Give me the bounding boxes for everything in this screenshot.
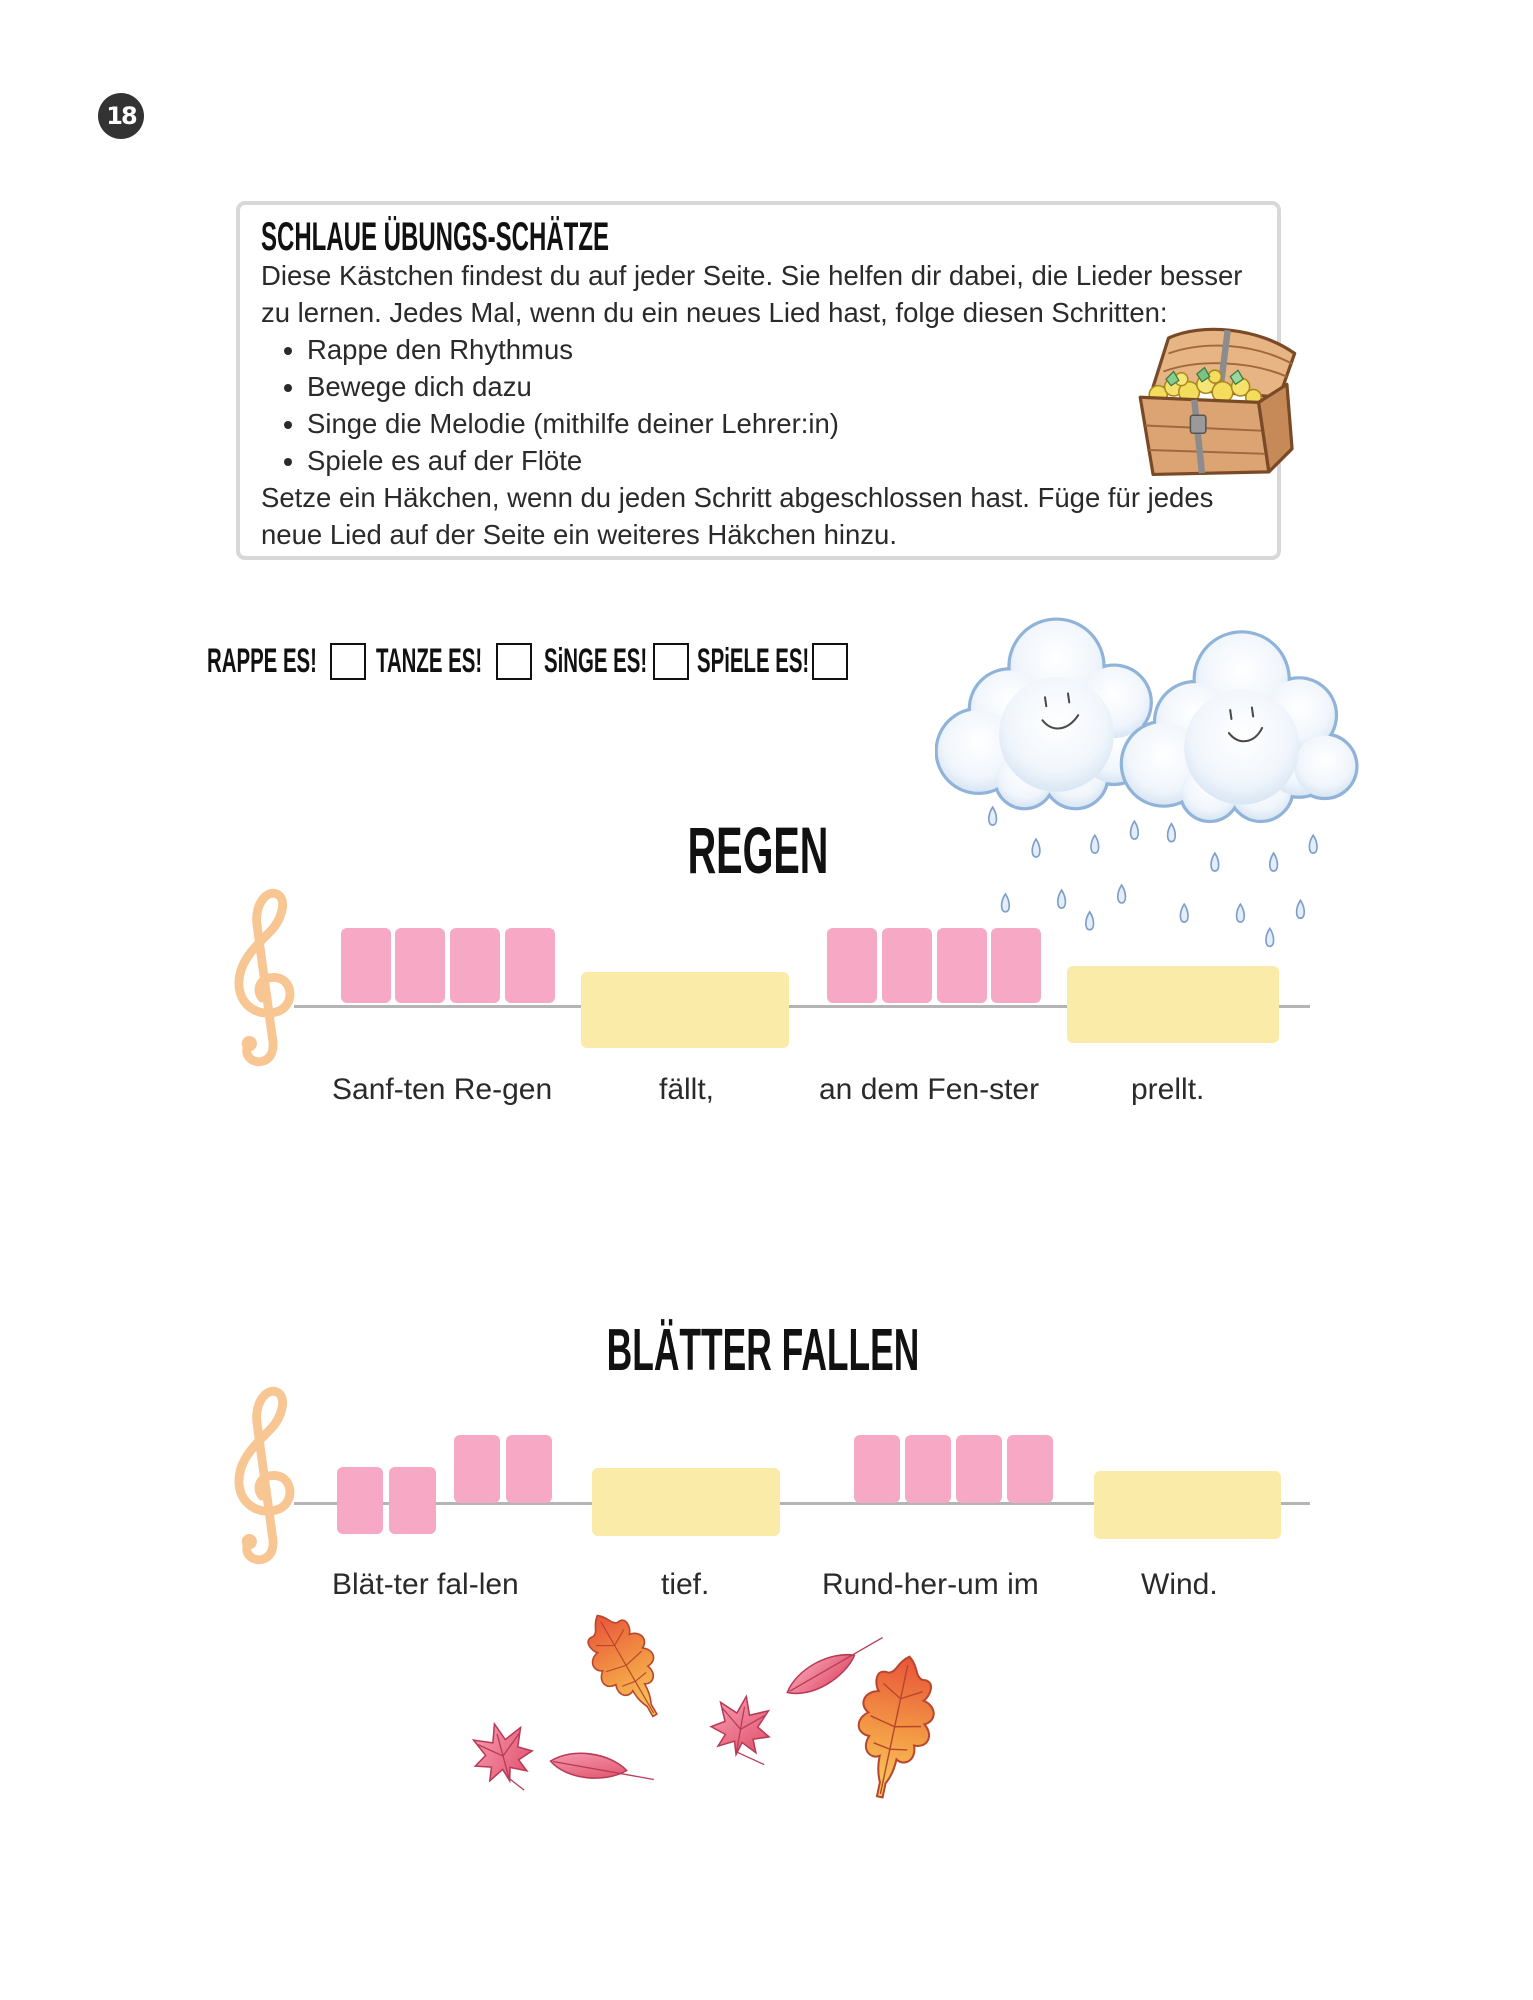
checkbox-tanze[interactable] xyxy=(496,643,532,680)
lyric-text: tief. xyxy=(661,1568,710,1601)
maple-leaf-left xyxy=(466,1716,541,1800)
checklist-label-tanze: TANZE ES! xyxy=(376,642,483,680)
lyric-text: Rund-her-um im xyxy=(822,1568,1039,1601)
steps-list xyxy=(261,331,1261,479)
treasure-chest-illustration xyxy=(1135,320,1305,477)
treble-clef-icon xyxy=(224,1384,300,1565)
rhythm-block-long xyxy=(1067,966,1279,1043)
step-item: • Singe die Melodie (mithilfe deiner Lehrer:in) xyxy=(307,405,1261,442)
lyric-text: fällt, xyxy=(659,1073,715,1106)
rhythm-block-short-high xyxy=(854,1435,900,1503)
step-item: • Bewege dich dazu xyxy=(307,368,1261,405)
treble-clef-icon xyxy=(224,886,300,1067)
step-item: • Spiele es auf der Flöte xyxy=(307,442,1261,479)
info-box xyxy=(236,201,1281,560)
maple-leaf-center xyxy=(706,1691,775,1764)
lyric-text: prellt. xyxy=(1131,1073,1205,1106)
rhythm-block-long xyxy=(1094,1471,1281,1539)
oak-leaf-top xyxy=(572,1604,679,1730)
raindrops xyxy=(989,807,1317,946)
checklist-label-rappe: RAPPE ES! xyxy=(207,642,317,680)
slim-leaf-left xyxy=(549,1749,656,1787)
rhythm-block-short-low xyxy=(337,1467,383,1534)
rhythm-block-short xyxy=(341,928,391,1003)
info-box-title: SCHLAUE ÜBUNGS-SCHÄTZE xyxy=(261,215,609,259)
rain-clouds-illustration xyxy=(935,613,1367,954)
checkbox-singe[interactable] xyxy=(653,643,689,680)
checklist-label-spiele: SPiELE ES! xyxy=(697,642,810,680)
rhythm-block-short-high xyxy=(1007,1435,1053,1503)
song-title-blaetter-fallen: BLÄTTER FALLEN xyxy=(606,1317,920,1383)
page-number-badge: 18 xyxy=(98,93,144,139)
rhythm-block-long xyxy=(592,1468,780,1536)
song-title-regen: REGEN xyxy=(687,813,829,887)
rhythm-block-short xyxy=(505,928,555,1003)
lyric-text: Sanf-ten Re-gen xyxy=(332,1073,553,1106)
info-box-intro: Diese Kästchen findest du auf jeder Seite. Sie helfen dir dabei, die Lieder besser zu lernen. Jedes Mal, wenn du ein neues Lied hast, folge diesen Schritten: xyxy=(261,260,1243,328)
lyric-text: Wind. xyxy=(1141,1568,1218,1601)
rhythm-block-short xyxy=(395,928,445,1003)
rhythm-block-short xyxy=(450,928,500,1003)
oak-leaf-right xyxy=(845,1649,945,1804)
autumn-leaves-illustration xyxy=(466,1604,978,1815)
rhythm-block-short-high xyxy=(905,1435,951,1503)
rhythm-block-short-high xyxy=(506,1435,552,1503)
step-item: • Rappe den Rhythmus xyxy=(307,331,1261,368)
rhythm-block-short-high xyxy=(956,1435,1002,1503)
checklist-label-singe: SiNGE ES! xyxy=(544,642,648,680)
checkbox-rappe[interactable] xyxy=(330,643,366,680)
rhythm-block-short-low xyxy=(389,1467,436,1534)
info-box-outro: Setze ein Häkchen, wenn du jeden Schritt abgeschlossen hast. Füge für jedes neue Lied auf der Seite ein weiteres Häkchen hinzu. xyxy=(261,482,1214,550)
rhythm-block-short xyxy=(882,928,932,1003)
rhythm-block-short-high xyxy=(454,1435,500,1503)
rhythm-block-short xyxy=(991,928,1041,1003)
lyric-text: Blät-ter fal-len xyxy=(332,1568,519,1601)
lyric-text: an dem Fen-ster xyxy=(819,1073,1040,1106)
rhythm-block-short xyxy=(937,928,987,1003)
rhythm-block-short xyxy=(827,928,877,1003)
checkbox-spiele[interactable] xyxy=(812,643,848,680)
cloud-left xyxy=(938,621,1150,807)
rhythm-block-long xyxy=(581,972,789,1048)
cloud-right xyxy=(1123,633,1355,819)
